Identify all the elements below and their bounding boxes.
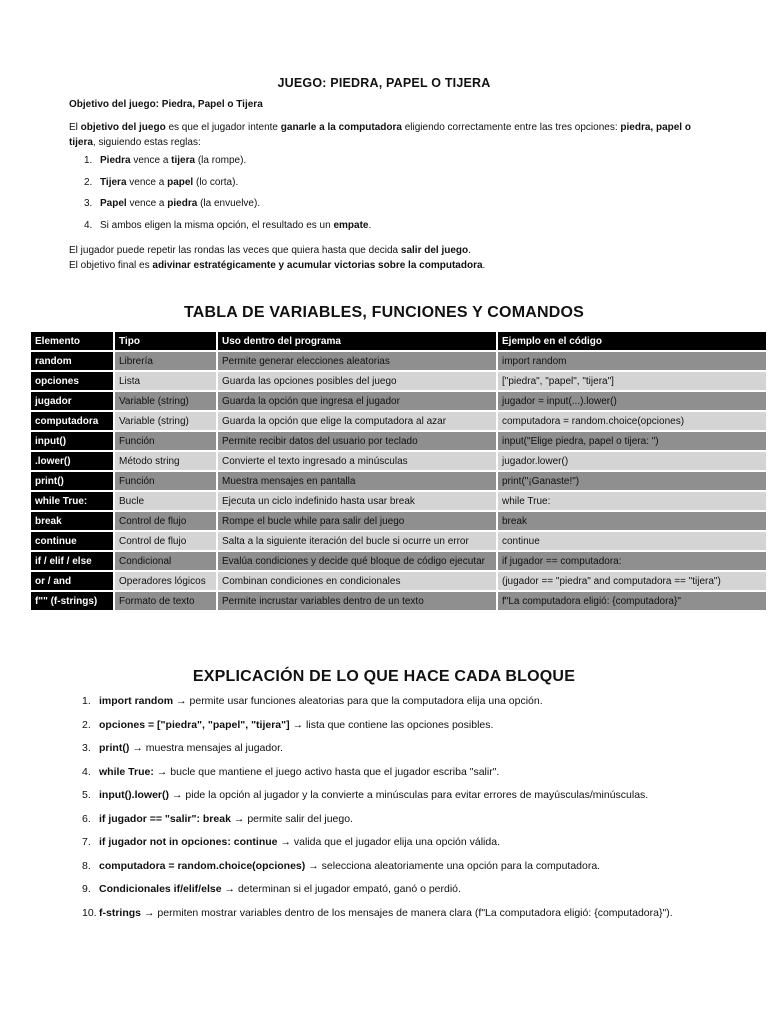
cell-ejemplo: break [498, 512, 766, 530]
rule-item [84, 177, 371, 199]
cell-elemento: opciones [31, 372, 113, 390]
table-row [31, 452, 766, 470]
cell-tipo: Función [115, 472, 216, 490]
cell-uso: Ejecuta un ciclo indefinido hasta usar break [218, 492, 496, 510]
cell-elemento: continue [31, 532, 113, 550]
rule-number: 1. [84, 155, 93, 166]
cell-tipo: Variable (string) [115, 392, 216, 410]
rule-text: (la envuelve). [197, 198, 261, 209]
cell-uso: Guarda la opción que elige la computadora al azar [218, 412, 496, 430]
cell-ejemplo: jugador.lower() [498, 452, 766, 470]
block-code: opciones = ["piedra", "papel", "tijera"] [99, 718, 290, 731]
rule-bold: tijera [171, 155, 196, 166]
table-row [31, 532, 766, 550]
block-number: 10. [82, 906, 97, 919]
cell-uso: Muestra mensajes en pantalla [218, 472, 496, 490]
block-code: if jugador == "salir": break [99, 812, 231, 825]
block-number: 7. [82, 836, 91, 848]
cell-uso: Salta a la siguiente iteración del bucle si ocurre un error [218, 532, 496, 550]
block-item [82, 695, 673, 719]
document-title: JUEGO: PIEDRA, PAPEL O TIJERA [277, 76, 491, 90]
rule-text: (la rompe). [195, 155, 247, 166]
table-row [31, 432, 766, 450]
cell-ejemplo: computadora = random.choice(opciones) [498, 412, 766, 430]
block-number: 4. [82, 765, 91, 778]
block-number: 5. [82, 789, 91, 801]
cell-uso: Combinan condiciones en condicionales [218, 572, 496, 590]
block-item [82, 742, 673, 766]
table-section-title: TABLA DE VARIABLES, FUNCIONES Y COMANDOS [183, 304, 585, 321]
cell-tipo: Condicional [115, 552, 216, 570]
cell-uso: Permite recibir datos del usuario por teclado [218, 432, 496, 450]
column-header: Elemento [31, 332, 113, 350]
cell-uso: Permite incrustar variables dentro de un texto [218, 592, 496, 610]
cell-tipo: Variable (string) [115, 412, 216, 430]
block-code: f-strings [99, 906, 141, 919]
block-item [82, 883, 673, 907]
table-row [31, 352, 766, 370]
rule-text: Si ambos eligen la misma opción, el resultado es un [100, 219, 334, 231]
block-number: 8. [82, 859, 91, 872]
cell-ejemplo: input("Elige piedra, papel o tijera: ") [498, 432, 766, 450]
cell-ejemplo: f"La computadora eligió: {computadora}" [498, 592, 766, 610]
intro-text: eligiendo correctamente entre las tres opciones: [401, 122, 621, 133]
block-code: while True: [99, 765, 154, 778]
table-row [31, 552, 766, 570]
blocks-list [82, 695, 673, 930]
cell-elemento: jugador [31, 392, 113, 410]
cell-tipo: Control de flujo [115, 532, 216, 550]
block-item [82, 813, 673, 837]
closing-text: . [482, 260, 486, 271]
block-number: 6. [82, 812, 91, 825]
cell-elemento: .lower() [31, 452, 113, 470]
rule-bold: Papel [100, 198, 127, 209]
closing-paragraph [69, 243, 709, 273]
block-code: Condicionales if/elif/else [99, 883, 222, 895]
rule-text: . [368, 219, 372, 231]
block-description: → bucle que mantiene el juego activo hasta que el jugador escriba "salir". [156, 765, 500, 778]
table-body [31, 352, 766, 610]
block-code: print() [99, 742, 130, 754]
block-description: → pide la opción al jugador y la convierte a minúsculas para evitar errores de mayúsculas/minúsculas. [171, 789, 649, 801]
cell-ejemplo: (jugador == "piedra" and computadora == "tijera") [498, 572, 766, 590]
variables-table [29, 330, 768, 612]
cell-ejemplo: while True: [498, 492, 766, 510]
table-header-row [31, 332, 766, 350]
cell-ejemplo: if jugador == computadora: [498, 552, 766, 570]
cell-elemento: while True: [31, 492, 113, 510]
block-description: → muestra mensajes al jugador. [132, 742, 283, 754]
cell-ejemplo: ["piedra", "papel", "tijera"] [498, 372, 766, 390]
cell-tipo: Control de flujo [115, 512, 216, 530]
cell-ejemplo: print("¡Ganaste!") [498, 472, 766, 490]
block-code: if jugador not in opciones: continue [99, 836, 278, 848]
rule-number: 2. [84, 176, 93, 188]
cell-tipo: Operadores lógicos [115, 572, 216, 590]
block-item [82, 719, 673, 743]
block-code: import random [99, 695, 174, 707]
objective-subtitle: Objetivo del juego: Piedra, Papel o Tijera [69, 99, 263, 110]
cell-uso: Guarda la opción que ingresa el jugador [218, 392, 496, 410]
cell-elemento: random [31, 352, 113, 370]
blocks-section-title: EXPLICACIÓN DE LO QUE HACE CADA BLOQUE [192, 668, 576, 685]
block-description: → lista que contiene las opciones posibles. [292, 718, 494, 731]
block-item [82, 766, 673, 790]
rule-number: 3. [84, 198, 93, 209]
cell-tipo: Bucle [115, 492, 216, 510]
objective-paragraph [69, 120, 709, 150]
block-item [82, 860, 673, 884]
block-item [82, 907, 673, 931]
table-row [31, 512, 766, 530]
intro-bold: objetivo del juego [80, 122, 166, 133]
block-number: 1. [82, 695, 91, 707]
cell-elemento: f"" (f-strings) [31, 592, 113, 610]
rule-item [84, 198, 371, 220]
cell-elemento: if / elif / else [31, 552, 113, 570]
block-description: → permite usar funciones aleatorias para que la computadora elija una opción. [176, 695, 543, 707]
rule-bold: papel [167, 176, 194, 188]
cell-tipo: Método string [115, 452, 216, 470]
block-description: → valida que el jugador elija una opción válida. [280, 836, 500, 848]
cell-elemento: break [31, 512, 113, 530]
block-description: → permite salir del juego. [233, 812, 353, 825]
block-number: 3. [82, 742, 91, 754]
rule-text: vence a [126, 176, 168, 188]
block-item [82, 836, 673, 860]
rule-bold: empate [333, 219, 369, 231]
rule-text: vence a [130, 155, 172, 166]
closing-bold: adivinar estratégicamente y acumular victorias sobre la computadora [152, 260, 483, 271]
rule-bold: Piedra [100, 155, 131, 166]
closing-text: El jugador puede repetir las rondas las veces que quiera hasta que decida [69, 245, 401, 256]
cell-tipo: Librería [115, 352, 216, 370]
table-row [31, 472, 766, 490]
cell-elemento: print() [31, 472, 113, 490]
intro-bold: piedra, papel o tijera [69, 122, 691, 148]
cell-tipo: Formato de texto [115, 592, 216, 610]
table-row [31, 392, 766, 410]
rule-item [84, 220, 371, 242]
cell-tipo: Función [115, 432, 216, 450]
cell-uso: Guarda las opciones posibles del juego [218, 372, 496, 390]
block-code: input().lower() [99, 789, 169, 801]
cell-uso: Convierte el texto ingresado a minúsculas [218, 452, 496, 470]
intro-text: , siguiendo estas reglas: [92, 137, 201, 148]
cell-ejemplo: jugador = input(...).lower() [498, 392, 766, 410]
closing-text: El objetivo final es [69, 260, 153, 271]
table-row [31, 412, 766, 430]
intro-text: es que el jugador intente [165, 122, 281, 133]
closing-bold: salir del juego [400, 245, 469, 256]
cell-elemento: or / and [31, 572, 113, 590]
rules-list [84, 155, 371, 241]
closing-text: . [468, 245, 471, 256]
rule-number: 4. [84, 219, 93, 231]
block-code: computadora = random.choice(opciones) [99, 859, 306, 872]
block-description: → permiten mostrar variables dentro de los mensajes de manera clara (f"La computadora eligió: {computadora}"). [144, 906, 673, 919]
block-number: 9. [82, 883, 91, 895]
intro-bold: ganarle a la computadora [280, 122, 402, 133]
cell-tipo: Lista [115, 372, 216, 390]
cell-elemento: computadora [31, 412, 113, 430]
table-row [31, 372, 766, 390]
column-header: Ejemplo en el código [498, 332, 766, 350]
cell-ejemplo: continue [498, 532, 766, 550]
column-header: Uso dentro del programa [218, 332, 496, 350]
block-item [82, 789, 673, 813]
rule-bold: Tijera [100, 176, 127, 188]
table-row [31, 492, 766, 510]
rule-text: vence a [126, 198, 168, 209]
table-row [31, 592, 766, 610]
block-description: → determinan si el jugador empató, ganó o perdió. [224, 883, 461, 895]
block-description: → selecciona aleatoriamente una opción para la computadora. [308, 859, 601, 872]
rule-text: (lo corta). [193, 176, 239, 188]
rule-item [84, 155, 371, 177]
cell-elemento: input() [31, 432, 113, 450]
column-header: Tipo [115, 332, 216, 350]
cell-uso: Evalúa condiciones y decide qué bloque de código ejecutar [218, 552, 496, 570]
rule-bold: piedra [167, 198, 198, 209]
block-number: 2. [82, 718, 91, 731]
table-row [31, 572, 766, 590]
cell-ejemplo: import random [498, 352, 766, 370]
cell-uso: Permite generar elecciones aleatorias [218, 352, 496, 370]
intro-text: El [69, 122, 81, 133]
cell-uso: Rompe el bucle while para salir del juego [218, 512, 496, 530]
